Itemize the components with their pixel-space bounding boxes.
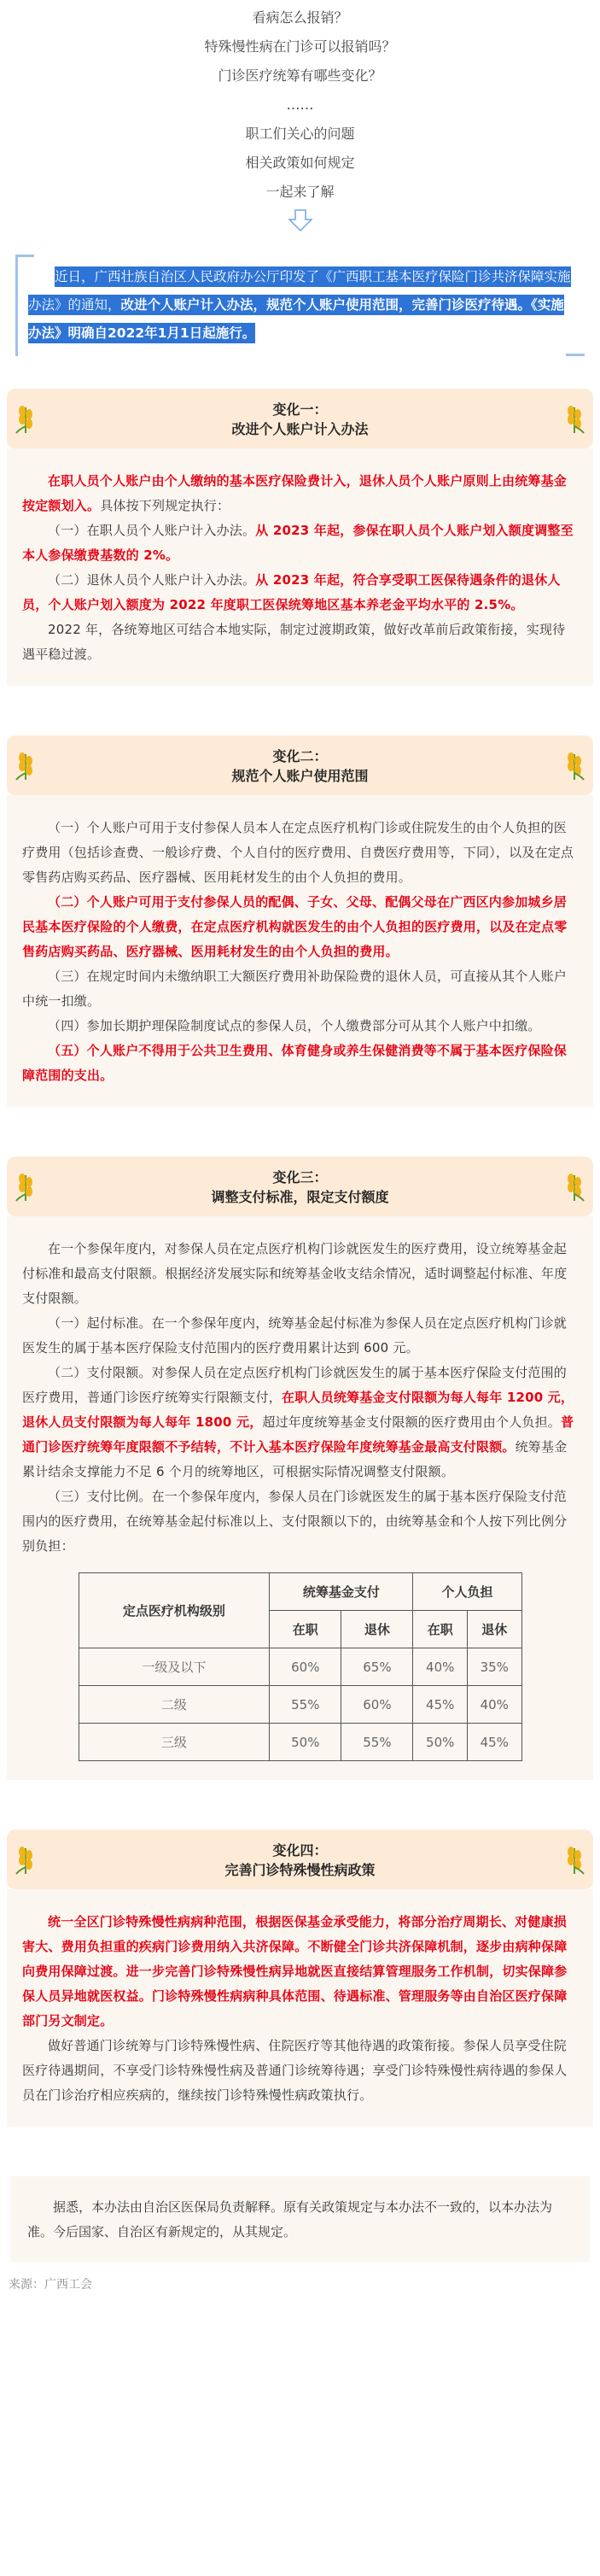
wheat-icon <box>562 1841 586 1876</box>
body-text: 2022 年，各统筹地区可结合本地实际，制定过渡期政策，做好改革前后政策衔接，实现待遇平稳过渡。 <box>22 622 566 662</box>
emphasis-text: 普通门诊医疗统筹年度限额不予结转，不计入基本医疗保险年度统筹基金最高支付限额。 <box>22 1414 574 1455</box>
section-number: 变化四： <box>272 1842 328 1859</box>
wheat-icon <box>562 1168 586 1203</box>
body-text: （二）退休人员个人账户计入办法。 <box>48 572 256 588</box>
body-text: （一）个人账户可用于支付参保人员本人在定点医疗机构门诊或住院发生的由个人负担的医疗费用（包括诊查费、一般诊疗费、个人自付的医疗费用、自费医疗费用等，下同），以及在定点零售药店购买药品、医疗器械、医用耗材发生的由个人负担的费用。 <box>22 820 574 885</box>
table-subheader: 在职 <box>413 1611 467 1648</box>
table-header: 个人负担 <box>413 1573 521 1611</box>
intro-line: 一起来了解 <box>265 184 335 200</box>
intro-line: 门诊医疗统筹有哪些变化？ <box>218 67 382 84</box>
section-change-1 <box>0 389 600 686</box>
body-paragraph <box>22 890 578 964</box>
table-cell: 35% <box>467 1648 521 1686</box>
intro-line: …… <box>286 97 314 113</box>
wheat-icon <box>562 747 586 782</box>
table-cell: 40% <box>413 1648 467 1686</box>
body-paragraph <box>22 816 578 890</box>
section-number: 变化二： <box>272 748 328 764</box>
table-cell: 50% <box>270 1724 341 1761</box>
source-credit: 来源：广西工会 <box>9 2278 92 2292</box>
section-number: 变化一： <box>272 401 328 418</box>
intro-line: 看病怎么报销？ <box>252 9 348 26</box>
section-body <box>7 1216 593 1780</box>
body-paragraph <box>22 964 578 1014</box>
body-paragraph <box>22 1039 578 1088</box>
body-text: （一）起付标准。在一个参保年度内，统筹基金起付标准为参保人员在定点医疗机构门诊就医发生的属于基本医疗保险支付范围内的医疗费用累计达到 600 元。 <box>22 1315 568 1355</box>
table-subheader: 退休 <box>341 1611 413 1648</box>
table-cell: 一级及以下 <box>79 1648 270 1686</box>
section-change-3 <box>0 1156 600 1780</box>
body-text: 超过年度统筹基金支付限额的医疗费用由个人负担。 <box>262 1414 562 1430</box>
body-paragraph <box>22 618 578 667</box>
body-text: （一）在职人员个人账户计入办法。 <box>48 523 256 538</box>
table-cell: 二级 <box>79 1686 270 1724</box>
body-paragraph <box>22 1484 578 1559</box>
section-number: 变化三： <box>272 1169 328 1186</box>
payment-ratio-table <box>79 1572 522 1761</box>
body-text: （四）参加长期护理保险制度试点的参保人员，个人缴费部分可从其个人账户中扣缴。 <box>48 1018 541 1033</box>
intro-line: 特殊慢性病在门诊可以报销吗？ <box>204 38 396 55</box>
intro-line: 职工们关心的问题 <box>245 126 355 142</box>
table-cell: 60% <box>341 1686 413 1724</box>
emphasis-text: 在职人员个人账户由个人缴纳的基本医疗保险费计入，退休人员个人账户原则上由统筹基金按定额划入。 <box>22 473 568 513</box>
body-paragraph <box>22 1014 578 1039</box>
body-text: （三）支付比例。在一个参保年度内，参保人员在门诊就医发生的属于基本医疗保险支付范围内的医疗费用，在统筹基金起付标准以上、支付限额以下的，由统筹基金和个人按下列比例分别负担： <box>22 1489 568 1554</box>
section-title: 改进个人账户计入办法 <box>231 421 369 437</box>
body-text: （三）在规定时间内未缴纳职工大额医疗费用补助保险费的退休人员，可直接从其个人账户中统一扣缴。 <box>22 969 568 1009</box>
emphasis-text: （五）个人账户不得用于公共卫生费用、体育健身或养生保健消费等不属于基本医疗保险保障范围的支出。 <box>22 1043 568 1083</box>
intro-block <box>0 0 600 236</box>
body-paragraph <box>22 1361 578 1484</box>
table-cell: 65% <box>341 1648 413 1686</box>
section-header <box>7 1156 593 1216</box>
section-title: 完善门诊特殊慢性病政策 <box>224 1862 376 1878</box>
table-cell: 55% <box>341 1724 413 1761</box>
table-header: 统筹基金支付 <box>270 1573 413 1611</box>
closing-paragraph: 据悉，本办法由自治区医保局负责解释。原有关政策规定与本办法不一致的，以本办法为准。今后国家、自治区有新规定的，从其规定。 <box>27 2199 553 2239</box>
body-text: （二）支付限额。对参保人员在定点医疗机构门诊就医发生的属于基本医疗保险支付范围的医疗费用，普通门诊医疗统筹实行限额支付， <box>22 1365 568 1405</box>
emphasis-text: 从 2023 年起，符合享受职工医保待遇条件的退休人员，个人账户划入额度为 2022 年度职工医保统筹地区基本养老金平均水平的 2.5%。 <box>22 572 561 612</box>
table-header: 定点医疗机构级别 <box>79 1573 270 1648</box>
table-cell: 45% <box>413 1686 467 1724</box>
section-change-2 <box>0 735 600 1107</box>
emphasis-text: 从 2023 年起，参保在职人员个人账户划入额度调整至本人参保缴费基数的 2%。 <box>22 523 574 563</box>
emphasis-text: 统一全区门诊特殊慢性病病种范围，根据医保基金承受能力，将部分治疗周期长、对健康损害大、费用负担重的疾病门诊费用纳入共济保障。不断健全门诊共济保障机制，逐步由病种保障向费用保障过渡。进一步完善门诊特殊慢性病异地就医直接结算管理服务工作机制，切实保障参保人员异地就医权益。门诊特殊慢性病病种具体范围、待遇标准、管理服务等由自治区医疗保障部门另文制定。 <box>22 1914 568 2029</box>
table-row <box>79 1686 521 1724</box>
emphasis-text: （二）个人账户可用于支付参保人员的配偶、子女、父母、配偶父母在广西区内参加城乡居民基本医疗保险的个人缴费，在定点医疗机构就医发生的由个人负担的医疗费用，以及在定点零售药店购买药品、医疗器械、医用耗材发生的由个人负担的费用。 <box>22 894 568 959</box>
body-paragraph <box>22 469 578 518</box>
down-arrow-icon <box>288 208 313 232</box>
body-paragraph <box>22 2034 578 2108</box>
closing-note <box>10 2176 590 2262</box>
table-cell: 55% <box>270 1686 341 1724</box>
body-text: 统筹基金累计结余支撑能力不足 6 个月的统筹地区，可根据实际情况调整支付限额。 <box>22 1439 568 1479</box>
table-cell: 三级 <box>79 1724 270 1761</box>
table-subheader: 在职 <box>270 1611 341 1648</box>
section-header <box>7 735 593 795</box>
section-header <box>7 1830 593 1889</box>
lead-prefix: 近日，广西壮族自治区人民政府办公厅印发了《广西职工基本医疗保险门诊共济保障实施办法》的通知， <box>28 266 571 315</box>
wheat-icon <box>14 747 38 782</box>
section-body <box>7 448 593 686</box>
section-change-4 <box>0 1830 600 2127</box>
body-text: 在一个参保年度内，对参保人员在定点医疗机构门诊就医发生的医疗费用，设立统筹基金起付标准和最高支付限额。根据经济发展实际和统筹基金收支结余情况，适时调整起付标准、年度支付限额。 <box>22 1241 568 1306</box>
wheat-icon <box>562 401 586 435</box>
lead-bold: 改进个人账户计入办法，规范个人账户使用范围，完善门诊医疗待遇。《实施办法》明确自2022年1月1日起施行。 <box>28 297 564 341</box>
body-text: 具体按下列规定执行： <box>100 498 230 513</box>
table-cell: 45% <box>467 1724 521 1761</box>
emphasis-text: 在职人员统筹基金支付限额为每人每年 1200 元，退休人员支付限额为每人每年 1800 元， <box>22 1390 574 1430</box>
wheat-icon <box>14 1841 38 1876</box>
body-paragraph <box>22 1237 578 1311</box>
body-paragraph <box>22 1311 578 1361</box>
lead-box <box>15 255 585 356</box>
table-subheader: 退休 <box>467 1611 521 1648</box>
wheat-icon <box>14 1168 38 1203</box>
wheat-icon <box>14 401 38 435</box>
section-header <box>7 389 593 448</box>
section-body <box>7 1889 593 2127</box>
table-row <box>79 1648 521 1686</box>
body-paragraph <box>22 518 578 568</box>
section-body <box>7 795 593 1107</box>
section-title: 调整支付标准，限定支付额度 <box>211 1189 389 1205</box>
table-cell: 50% <box>413 1724 467 1761</box>
table-row <box>79 1724 521 1761</box>
body-paragraph <box>22 1910 578 2034</box>
lead-paragraph <box>28 263 573 348</box>
body-text: 做好普通门诊统筹与门诊特殊慢性病、住院医疗等其他待遇的政策衔接。参保人员享受住院医疗待遇期间，不享受门诊特殊慢性病及普通门诊统筹待遇；享受门诊特殊慢性病待遇的参保人员在门诊治疗相应疾病的，继续按门诊特殊慢性病政策执行。 <box>22 2038 568 2103</box>
table-cell: 60% <box>270 1648 341 1686</box>
body-paragraph <box>22 568 578 618</box>
table-cell: 40% <box>467 1686 521 1724</box>
intro-line: 相关政策如何规定 <box>245 155 355 171</box>
section-title: 规范个人账户使用范围 <box>231 768 369 784</box>
